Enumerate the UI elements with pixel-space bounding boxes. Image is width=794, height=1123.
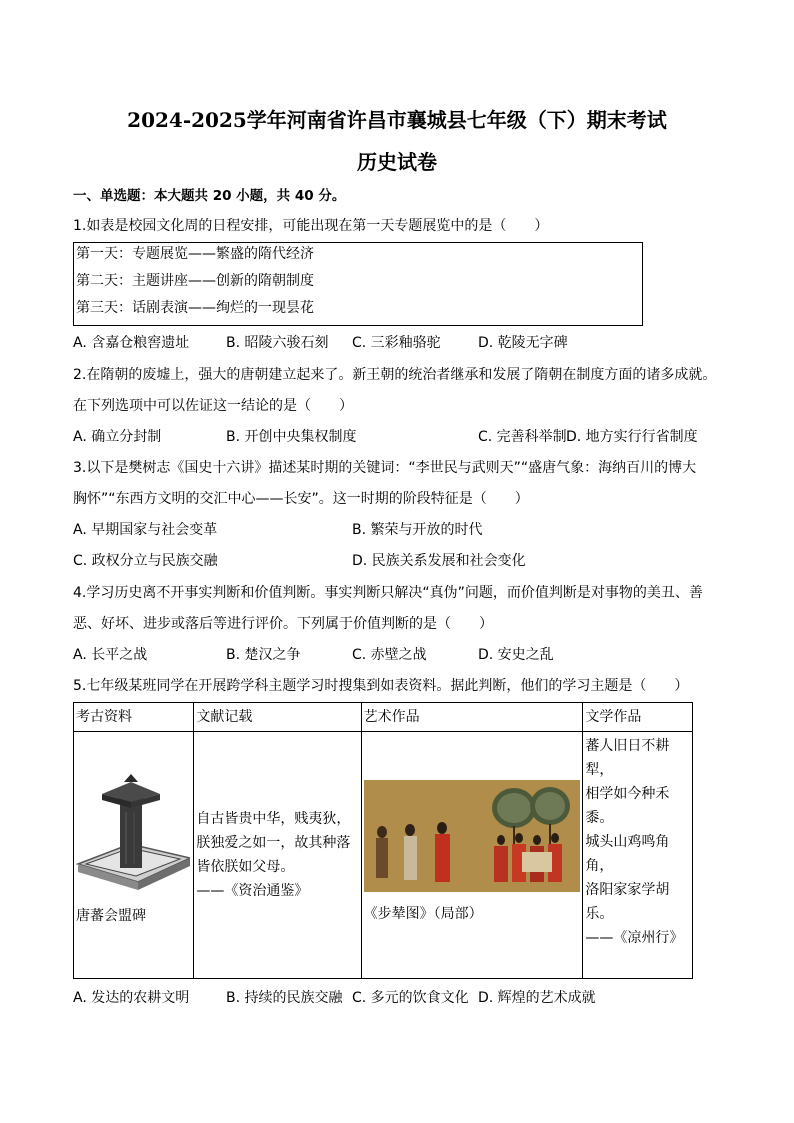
- literature-line: 自古皆贵中华，贱夷狄，: [196, 811, 351, 827]
- q1-row: 第一天：专题展览——繁盛的隋代经济: [76, 246, 314, 262]
- q4-option-b: B. 楚汉之争: [226, 647, 301, 663]
- q5-option-a: A. 发达的农耕文明: [73, 990, 190, 1006]
- literature-line: 朕独爱之如一，故其种落: [196, 835, 351, 851]
- q3-stem-line2: 胸怀”“东西方文明的交汇中心——长安”。这一时期的阶段特征是（ ）: [73, 491, 529, 507]
- exam-subtitle: 历史试卷: [357, 150, 437, 174]
- q1-stem: 1.如表是校园文化周的日程安排，可能出现在第一天专题展览中的是（ ）: [73, 218, 549, 234]
- q5-art-cell: [361, 732, 583, 979]
- q1-option-a: A. 含嘉仓粮窖遗址: [73, 335, 190, 351]
- q3-option-a: A. 早期国家与社会变革: [73, 522, 218, 538]
- q1-option-d: D. 乾陵无字碑: [478, 335, 568, 351]
- stele-caption: 唐蕃会盟碑: [76, 908, 146, 924]
- q5-option-c: C. 多元的饮食文化: [352, 990, 469, 1006]
- q2-stem-line1: 2.在隋朝的废墟上，强大的唐朝建立起来了。新王朝的统治者继承和发展了隋朝在制度方面的诸多成就。: [73, 367, 717, 383]
- q5-header-archaeology: 考古资料: [74, 703, 194, 732]
- poem-line: 洛阳家家学胡: [585, 882, 670, 898]
- poem-line: 犁，: [585, 762, 614, 778]
- q5-header-literature: 文献记载: [194, 703, 361, 732]
- poem-line: 城头山鸡鸣角: [585, 834, 670, 850]
- poem-source: ——《凉州行》: [585, 930, 684, 946]
- q1-option-c: C. 三彩釉骆驼: [352, 335, 441, 351]
- poem-line: 黍。: [585, 810, 614, 826]
- q4-option-a: A. 长平之战: [73, 647, 148, 663]
- poem-line: 乐。: [585, 906, 614, 922]
- q1-option-b: B. 昭陵六骏石刻: [226, 335, 329, 351]
- q4-stem-line1: 4.学习历史离不开事实判断和价值判断。事实判断只解决“真伪”问题，而价值判断是对事物的美丑、善: [73, 585, 703, 601]
- poem-line: 角，: [585, 858, 614, 874]
- q2-option-a: A. 确立分封制: [73, 429, 162, 445]
- q5-poem-cell: [583, 732, 693, 979]
- section-heading: 一、单选题：本大题共 20 小题，共 40 分。: [73, 188, 346, 204]
- q5-option-b: B. 持续的民族交融: [226, 990, 343, 1006]
- q2-option-c: C. 完善科举制: [478, 429, 567, 445]
- q1-row: 第三天：话剧表演——绚烂的一现昙花: [76, 300, 314, 316]
- q3-option-c: C. 政权分立与民族交融: [73, 553, 218, 569]
- q5-material-table: [73, 702, 693, 979]
- q2-option-b: B. 开创中央集权制度: [226, 429, 357, 445]
- q4-option-c: C. 赤壁之战: [352, 647, 427, 663]
- q5-header-art: 艺术作品: [361, 703, 583, 732]
- q5-archaeology-cell: [74, 732, 194, 979]
- q4-stem-line2: 恶、好坏、进步或落后等进行评价。下列属于价值判断的是（ ）: [73, 616, 493, 632]
- q3-option-d: D. 民族关系发展和社会变化: [352, 553, 526, 569]
- q5-stem: 5.七年级某班同学在开展跨学科主题学习时搜集到如表资料。据此判断，他们的学习主题是（ ）: [73, 678, 689, 694]
- literature-line: 皆依朕如父母。: [196, 859, 295, 875]
- poem-line: 相学如今种禾: [585, 786, 670, 802]
- q4-option-d: D. 安史之乱: [478, 647, 554, 663]
- q3-stem-line1: 3.以下是樊树志《国史十六讲》描述某时期的关键词：“李世民与武则天”“盛唐气象：海纳百川的博大: [73, 460, 697, 476]
- poem-line: 蕃人旧日不耕: [585, 738, 670, 754]
- q3-option-b: B. 繁荣与开放的时代: [352, 522, 483, 538]
- painting-caption: 《步辇图》（局部）: [363, 906, 483, 922]
- q1-schedule-table: [73, 242, 643, 326]
- q5-header-poem: 文学作品: [583, 703, 693, 732]
- exam-title: 2024-2025学年河南省许昌市襄城县七年级（下）期末考试: [127, 108, 667, 132]
- stele-image: [74, 772, 190, 902]
- q5-literature-cell: [194, 732, 361, 979]
- q5-option-d: D. 辉煌的艺术成就: [478, 990, 596, 1006]
- q2-stem-line2: 在下列选项中可以佐证这一结论的是（ ）: [73, 398, 353, 414]
- painting-image: [364, 780, 580, 892]
- q1-row: 第二天：主题讲座——创新的隋朝制度: [76, 273, 314, 289]
- q2-option-d: D. 地方实行行省制度: [566, 429, 698, 445]
- literature-source: ——《资治通鉴》: [196, 883, 309, 899]
